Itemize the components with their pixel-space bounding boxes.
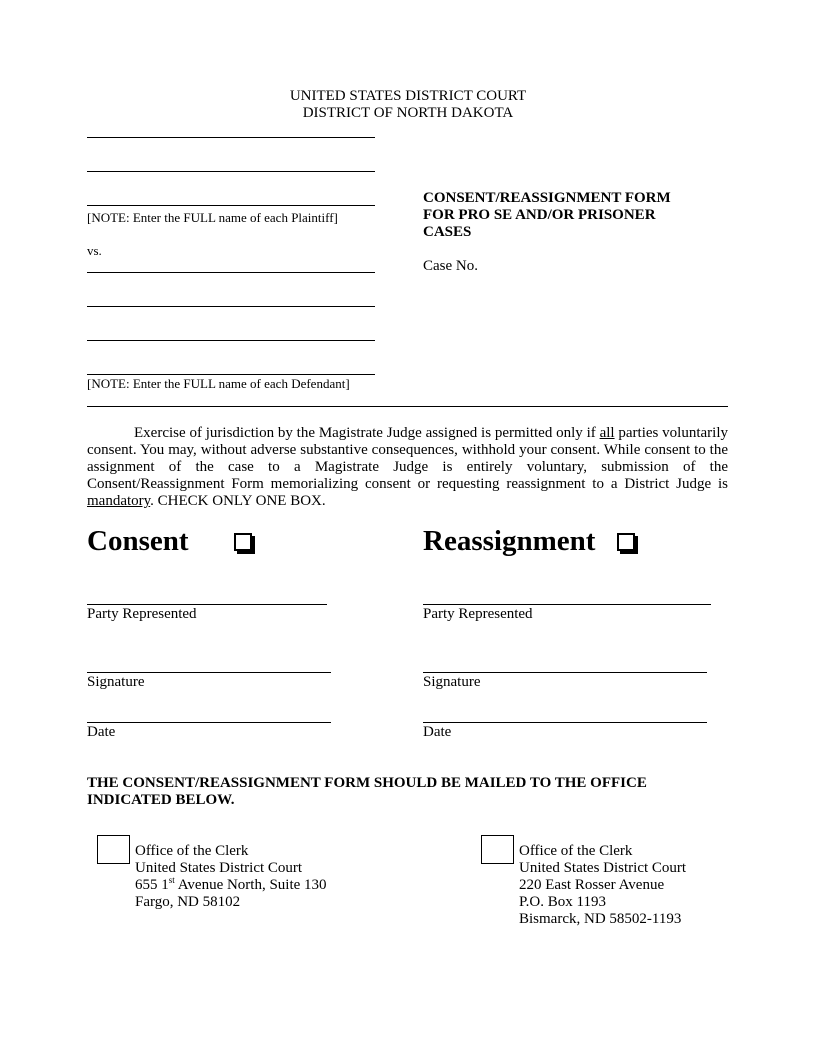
section-divider (87, 406, 728, 407)
case-number-label: Case No. (423, 258, 478, 274)
consent-label: Consent (87, 525, 189, 557)
defendant-name-line[interactable] (87, 272, 375, 273)
reassignment-date-line[interactable] (423, 722, 707, 723)
reassignment-signature-label: Signature (423, 674, 481, 690)
court-header (0, 88, 816, 122)
form-title-line: FOR PRO SE AND/OR PRISONER (423, 207, 656, 223)
bismarck-office-checkbox[interactable] (481, 835, 514, 864)
mailing-heading (87, 775, 647, 809)
instructions-paragraph (87, 425, 728, 510)
address-superscript: st (168, 875, 175, 885)
consent-party-label: Party Represented (87, 606, 197, 622)
address-part: 655 1 (135, 877, 169, 893)
district-name: DISTRICT OF NORTH DAKOTA (302, 105, 514, 121)
defendant-name-line[interactable] (87, 340, 375, 341)
reassignment-party-line[interactable] (423, 604, 711, 605)
fargo-office-address (135, 843, 327, 911)
address-line (135, 877, 327, 894)
address-line: United States District Court (135, 860, 303, 876)
plaintiff-name-line[interactable] (87, 205, 375, 206)
instructions-text: parties voluntarily consent. You may, without adverse substantive consequences, withhold your consent. While consent to the assignment of the case to a Magistrate Judge is entirely voluntary, submission of the Consent/Reassignment Form memorializing consent or requesting reassignment to a District Judge is (87, 425, 728, 492)
consent-signature-label: Signature (87, 674, 145, 690)
reassignment-checkbox[interactable] (617, 533, 635, 551)
instructions-emphasis-mandatory: mandatory (87, 493, 151, 509)
reassignment-party-label: Party Represented (423, 606, 533, 622)
defendant-name-line[interactable] (87, 374, 375, 375)
address-line: United States District Court (519, 860, 687, 876)
address-line: Fargo, ND 58102 (135, 894, 241, 910)
plaintiff-name-line[interactable] (87, 137, 375, 138)
form-title-line: CONSENT/REASSIGNMENT FORM (423, 190, 671, 206)
reassignment-signature-line[interactable] (423, 672, 707, 673)
reassignment-label: Reassignment (423, 525, 596, 557)
address-line: 220 East Rosser Avenue (519, 877, 665, 893)
plaintiff-note: [NOTE: Enter the FULL name of each Plaintiff] (87, 210, 338, 225)
form-title-line: CASES (423, 224, 472, 240)
plaintiff-name-line[interactable] (87, 171, 375, 172)
mailing-heading-line: INDICATED BELOW. (87, 792, 235, 808)
versus-label: vs. (87, 243, 102, 258)
consent-checkbox[interactable] (234, 533, 252, 551)
consent-date-label: Date (87, 724, 116, 740)
address-line: Office of the Clerk (519, 843, 633, 859)
fargo-office-checkbox[interactable] (97, 835, 130, 864)
form-title (423, 190, 671, 241)
address-line: P.O. Box 1193 (519, 894, 606, 910)
defendant-name-line[interactable] (87, 306, 375, 307)
consent-date-line[interactable] (87, 722, 331, 723)
defendant-note: [NOTE: Enter the FULL name of each Defendant] (87, 376, 350, 391)
instructions-text: . CHECK ONLY ONE BOX. (150, 493, 326, 509)
instructions-emphasis-all: all (599, 425, 615, 441)
mailing-heading-line: THE CONSENT/REASSIGNMENT FORM SHOULD BE MAILED TO THE OFFICE (87, 775, 647, 791)
address-line: Bismarck, ND 58502-1193 (519, 911, 682, 927)
instructions-text: Exercise of jurisdiction by the Magistrate Judge assigned is permitted only if (134, 425, 600, 441)
consent-party-line[interactable] (87, 604, 327, 605)
consent-signature-line[interactable] (87, 672, 331, 673)
court-name: UNITED STATES DISTRICT COURT (289, 88, 527, 104)
reassignment-date-label: Date (423, 724, 452, 740)
address-part: Avenue North, Suite 130 (174, 877, 327, 893)
bismarck-office-address (519, 843, 686, 928)
address-line: Office of the Clerk (135, 843, 249, 859)
